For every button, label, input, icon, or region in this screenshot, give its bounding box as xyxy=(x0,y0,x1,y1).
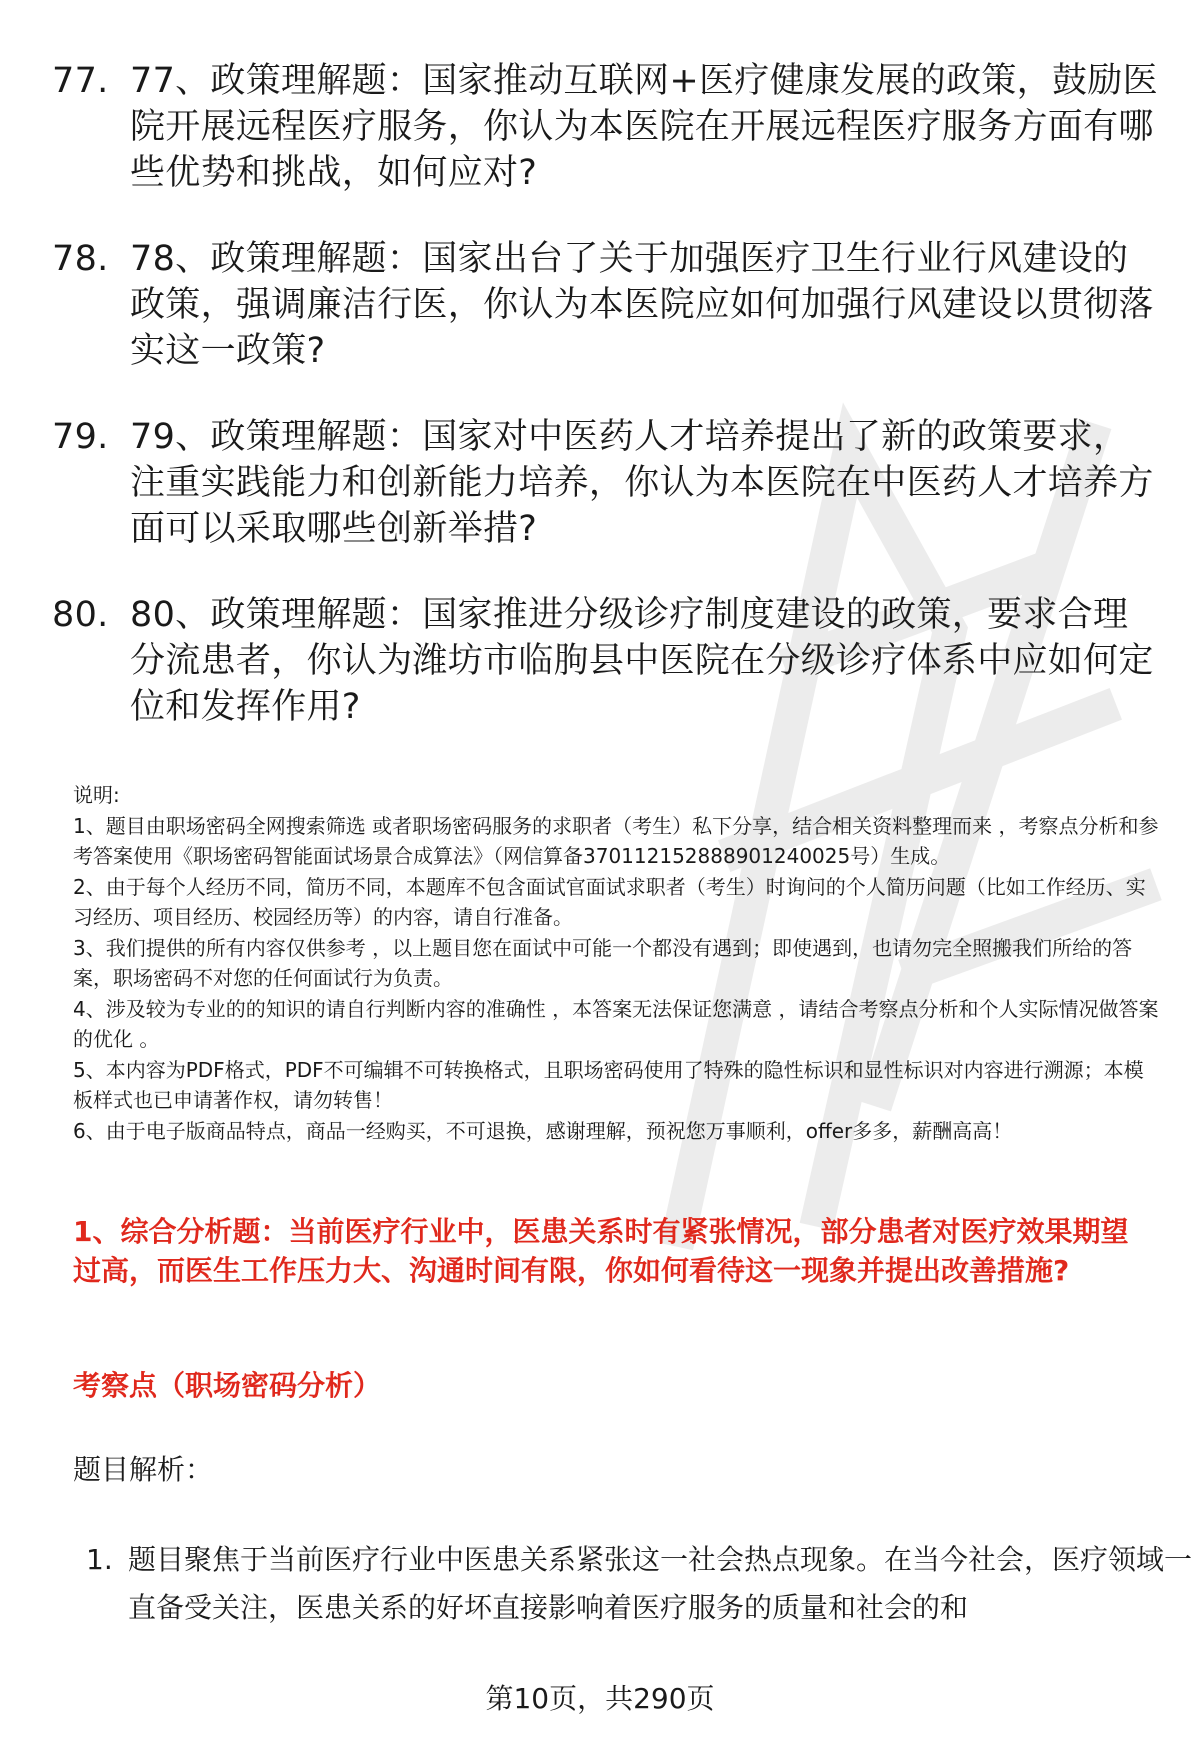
note-item: 4、涉及较为专业的的知识的请自行判断内容的准确性 ，本答案无法保证您满意 ，请结合考察点分析和个人实际情况做答案的优化 。 xyxy=(73,996,1159,1051)
question-text: 78、政策理解题：国家出台了关于加强医疗卫生行业行风建设的政策，强调廉洁行医，你认为本医院应如何加强行风建设以贯彻落实这一政策? xyxy=(130,239,1154,371)
question-number: 78. xyxy=(52,239,109,279)
question-text: 79、政策理解题：国家对中医药人才培养提出了新的政策要求，注重实践能力和创新能力培养，你认为本医院在中医药人才培养方面可以采取哪些创新举措? xyxy=(130,417,1154,549)
question-number: 77. xyxy=(52,61,109,101)
disclaimer-notes xyxy=(73,780,1163,1146)
page-footer: 第10页，共290页 xyxy=(485,1682,715,1715)
question-number: 79. xyxy=(52,417,109,457)
analysis-number: 1. xyxy=(86,1543,113,1576)
main-question-heading: 1、综合分析题：当前医疗行业中，医患关系时有紧张情况，部分患者对医疗效果期望过高，而医生工作压力大、沟通时间有限，你如何看待这一现象并提出改善措施? xyxy=(73,1215,1129,1287)
question-item xyxy=(0,236,1200,374)
question-text: 77、政策理解题：国家推动互联网+医疗健康发展的政策，鼓励医院开展远程医疗服务，你认为本医院在开展远程医疗服务方面有哪些优势和挑战，如何应对? xyxy=(130,61,1158,193)
analysis-label: 题目解析： xyxy=(73,1453,214,1486)
question-list xyxy=(0,58,1200,770)
exam-point-title: 考察点（职场密码分析） xyxy=(73,1369,382,1402)
notes-heading: 说明: xyxy=(73,783,120,807)
analysis-item xyxy=(86,1536,1200,1632)
question-item xyxy=(0,414,1200,552)
note-item: 3、我们提供的所有内容仅供参考 ，以上题目您在面试中可能一个都没有遇到；即使遇到，也请勿完全照搬我们所给的答案，职场密码不对您的任何面试行为负责。 xyxy=(73,935,1133,990)
question-number: 80. xyxy=(52,595,109,635)
note-item: 5、本内容为PDF格式，PDF不可编辑不可转换格式，且职场密码使用了特殊的隐性标识和显性标识对内容进行溯源；本模板样式也已申请著作权，请勿转售！ xyxy=(73,1057,1144,1112)
question-item xyxy=(0,58,1200,196)
question-item xyxy=(0,592,1200,730)
note-item: 1、题目由职场密码全网搜索筛选 或者职场密码服务的求职者（考生）私下分享，结合相关资料整理而来 ，考察点分析和参考答案使用《职场密码智能面试场景合成算法》（网信算备370112152888901240025号）生成。 xyxy=(73,813,1159,868)
note-item: 2、由于每个人经历不同，简历不同，本题库不包含面试官面试求职者（考生）时询问的个人简历问题（比如工作经历、实习经历、项目经历、校园经历等）的内容，请自行准备。 xyxy=(73,874,1146,929)
analysis-text: 题目聚焦于当前医疗行业中医患关系紧张这一社会热点现象。在当今社会，医疗领域一直备受关注，医患关系的好坏直接影响着医疗服务的质量和社会的和 xyxy=(128,1543,1193,1624)
question-text: 80、政策理解题：国家推进分级诊疗制度建设的政策，要求合理分流患者，你认为潍坊市临朐县中医院在分级诊疗体系中应如何定位和发挥作用? xyxy=(130,595,1154,727)
note-item: 6、由于电子版商品特点，商品一经购买，不可退换，感谢理解，预祝您万事顺利，offer多多，薪酬高高！ xyxy=(73,1118,1013,1143)
